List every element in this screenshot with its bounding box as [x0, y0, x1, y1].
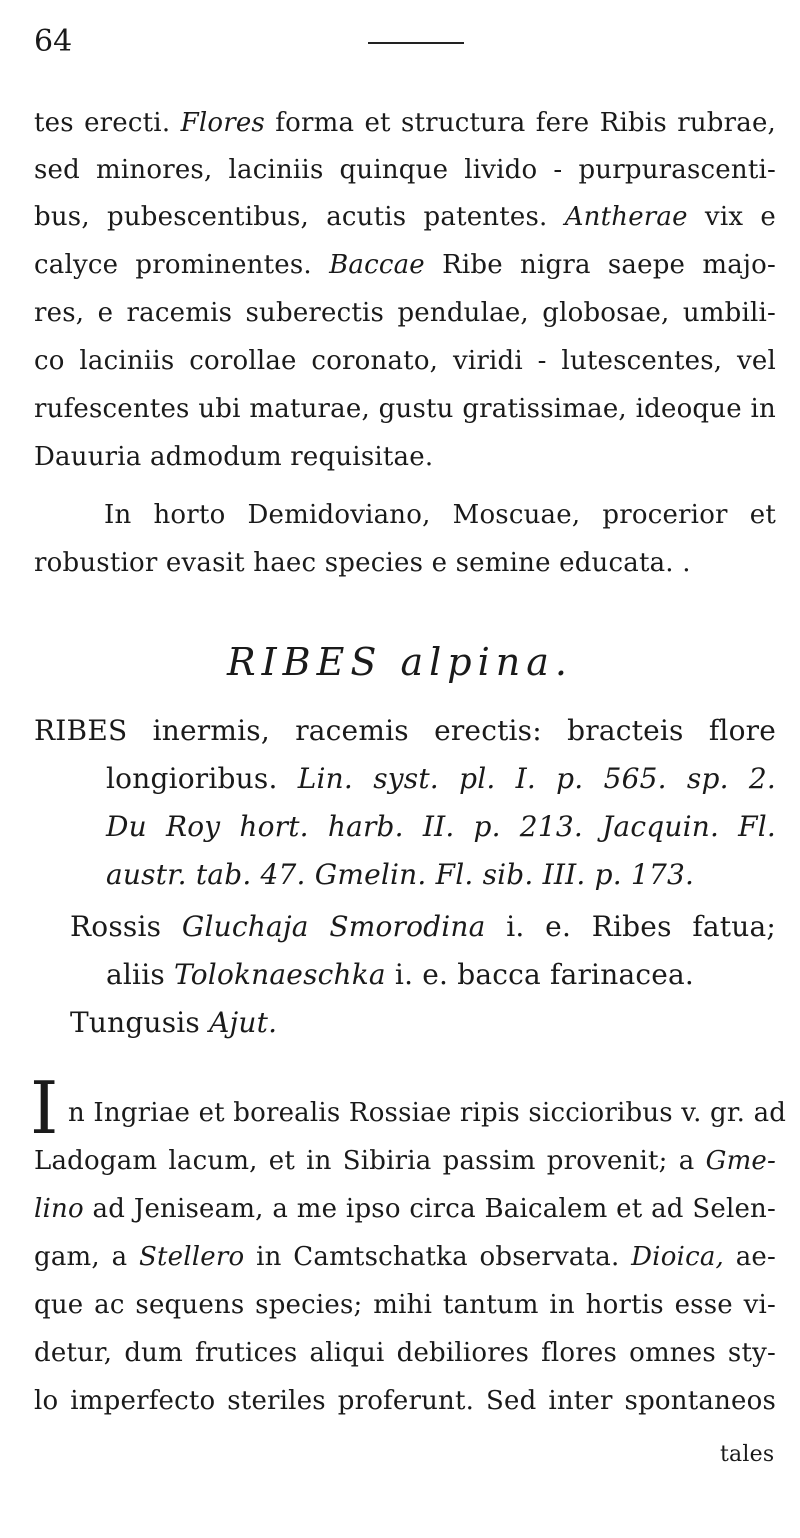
page-number: 64 [34, 24, 73, 59]
italic-segment: Flores [180, 108, 265, 138]
italic-segment: lino [34, 1194, 84, 1224]
text-line: Tungusis Ajut. [70, 1006, 278, 1039]
italic-segment: Stellero [139, 1242, 245, 1272]
text-line [106, 812, 776, 842]
drop-cap: I [30, 1066, 59, 1150]
text-line: sed minores, laciniis quinque livido - purpurascenti- [34, 155, 776, 185]
text-line: aliis Toloknaeschka i. e. bacca farinacea. [106, 958, 694, 991]
italic-segment: Du Roy hort. harb. II. p. 213. Jacquin. Fl. [106, 810, 776, 843]
text-line: Ladogam lacum, et in Sibiria passim provenit; a Gme- [34, 1146, 776, 1176]
text-line: tes erecti. Flores forma et structura fere Ribis rubrae, [34, 108, 776, 138]
species-heading: RIBES alpina. [227, 640, 573, 684]
italic-segment: Gluchaja Smorodina [181, 910, 486, 943]
italic-segment: Toloknaeschka [174, 958, 386, 991]
text-line [106, 860, 694, 890]
catchword: tales [720, 1442, 775, 1467]
italic-segment: Antherae [564, 202, 688, 232]
italic-segment: Baccae [329, 250, 425, 280]
text-line: co laciniis corollae coronato, viridi - lutescentes, vel [34, 346, 776, 376]
text-line: Rossis Gluchaja Smorodina i. e. Ribes fatua; [70, 910, 776, 943]
text-line: gam, a Stellero in Camtschatka observata. Dioica, ae- [34, 1242, 776, 1272]
text-line: calyce prominentes. Baccae Ribe nigra saepe majo- [34, 250, 776, 280]
italic-segment: Gme- [705, 1146, 776, 1176]
text-line: longioribus. Lin. syst. pl. I. p. 565. sp. 2. [106, 762, 776, 795]
text-line: rufescentes ubi maturae, gustu gratissimae, ideoque in [34, 394, 776, 424]
text-line: Dauuria admodum requisitae. [34, 442, 434, 472]
italic-segment: Dioica, [631, 1242, 724, 1272]
text-line: In horto Demidoviano, Moscuae, procerior et [104, 500, 776, 530]
text-line: res, e racemis suberectis pendulae, globosae, umbili- [34, 298, 776, 328]
text-line: RIBES inermis, racemis erectis: bracteis flore [34, 714, 776, 747]
header-rule [368, 42, 464, 44]
text-line: que ac sequens species; mihi tantum in hortis esse vi- [34, 1290, 776, 1320]
text-line: lino ad Jeniseam, a me ipso circa Baicalem et ad Selen- [34, 1194, 776, 1224]
italic-segment: austr. tab. 47. Gmelin. Fl. sib. III. p. 173. [106, 858, 695, 891]
text-line: detur, dum frutices aliqui debiliores flores omnes sty- [34, 1338, 776, 1368]
italic-segment: Ajut. [209, 1006, 278, 1039]
text-line: lo imperfecto steriles proferunt. Sed inter spontaneos [34, 1386, 776, 1416]
text-line: robustior evasit haec species e semine educata. . [34, 548, 691, 578]
text-line: n Ingriae et borealis Rossiae ripis siccioribus v. gr. ad [68, 1098, 787, 1128]
text-line: bus, pubescentibus, acutis patentes. Antherae vix e [34, 202, 776, 232]
italic-segment: Lin. syst. pl. I. p. 565. sp. 2. [297, 762, 776, 795]
